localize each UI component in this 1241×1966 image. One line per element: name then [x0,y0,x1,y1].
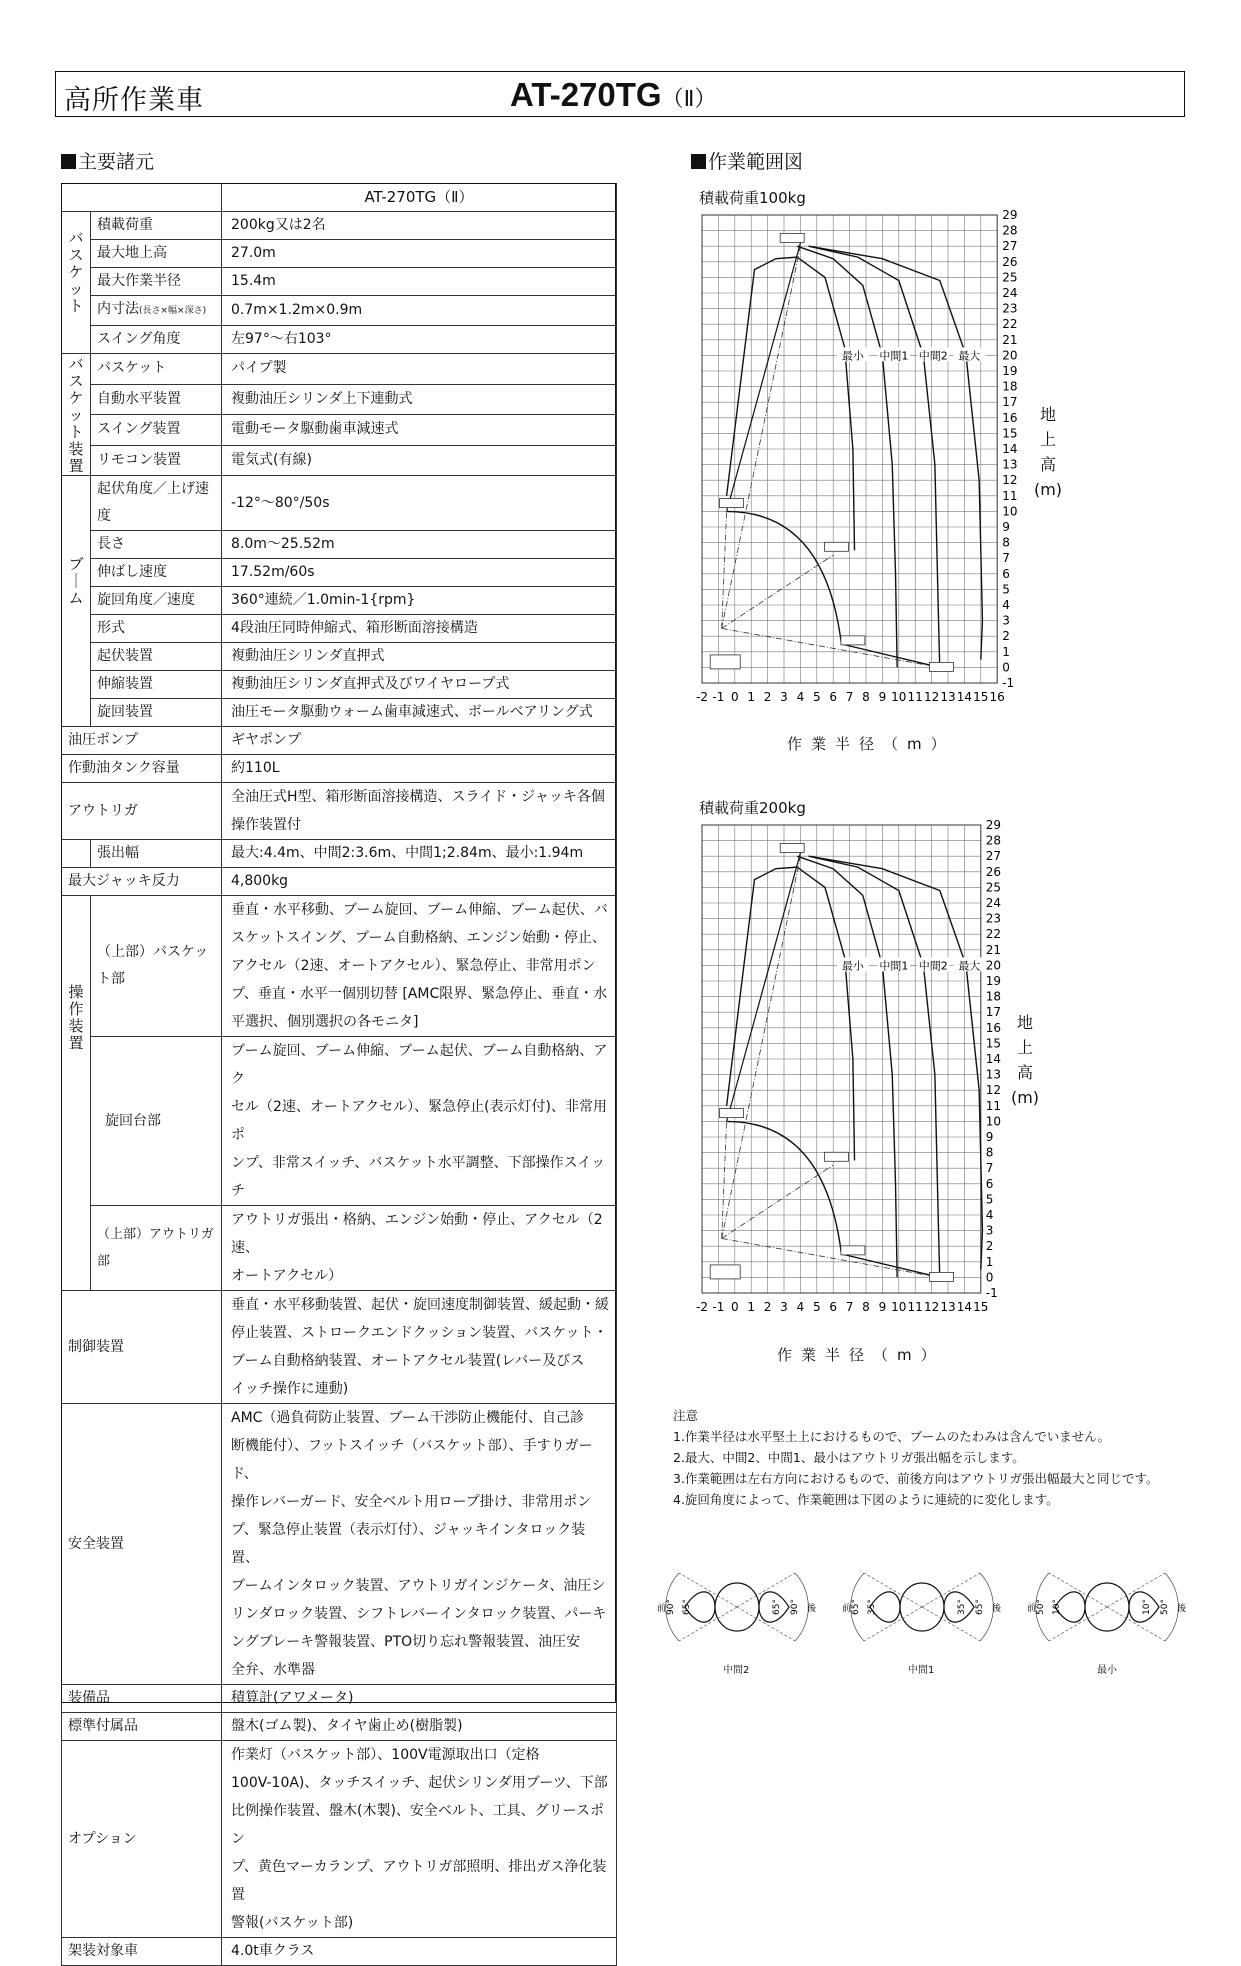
angle-line [737,1607,795,1641]
y-tick-label: 26 [985,864,1002,879]
angle-label: 35° [867,1599,877,1615]
note-item: 2.最大、中間2、中間1、最小はアウトリガ張出幅を示します。 [673,1450,1025,1465]
y-tick-label: 14 [985,1052,1002,1066]
spec-value: 複動油圧シリンダ直押式及びワイヤロープ式 [222,671,617,699]
spec-value: アウトリガ張出・格納、エンジン始動・停止、アクセル（2速、 オートアクセル） [222,1206,617,1291]
y-tick-label: 15 [1002,426,1018,441]
spec-label: 伸ばし速度 [91,559,222,587]
spec-label: 積載荷重 [91,212,222,240]
spec-label: 起伏角度／上げ速度 [91,476,222,531]
chart1-x-caption: 作業半径（m） [787,735,955,753]
angle-line [1107,1607,1165,1641]
y-tick-label: 7 [985,1161,994,1176]
y-tick-label: 4 [1002,598,1010,612]
spec-label: 標準付属品 [62,1713,222,1741]
y-tick-label: 13 [1002,457,1018,472]
x-tick-label: 5 [812,690,821,704]
y-tick-label: 25 [1002,270,1018,285]
x-tick-label: 7 [845,690,854,704]
x-tick-label: 16 [989,690,1005,704]
spec-value: 4段油圧同時伸縮式、箱形断面溶接構造 [222,615,617,643]
diagram-label-min: 最小 [1097,1665,1117,1676]
chart2-load-label: 積載荷重200kg [699,799,806,817]
y-tick-label: 29 [1002,208,1018,222]
group-control: 操 作 装 置 [62,896,91,1291]
basket-icon [841,636,865,645]
spec-value: 8.0m～25.52m [222,531,617,559]
basket-icon [929,1272,953,1281]
spec-label: スイング装置 [91,415,222,446]
spec-label: 油圧ポンプ [62,727,222,755]
y-tick-label: 18 [985,989,1002,1004]
angle-label: 65° [682,1599,692,1615]
spec-value: 積算計(アワメータ) [222,1685,617,1713]
x-tick-label: 15 [973,1300,989,1314]
spec-label: 旋回角度／速度 [91,587,222,615]
y-tick-label: 0 [985,1270,994,1285]
y-tick-label: 18 [1002,379,1018,394]
group-basket: バ ス ケ ッ ト [62,212,91,354]
spec-value: ブーム旋回、ブーム伸縮、ブーム起伏、ブーム自動格納、アク セル（2速、オートアクセル）、緊急停止(表示灯付)、非常用ポ ンプ、非常スイッチ、バスケット水平調整、下部操作スイッチ [222,1037,617,1206]
y-tick-label: 3 [985,1223,994,1238]
x-tick-label: 6 [829,690,838,704]
legend-label: 中間1 [879,349,909,363]
ground-line [841,644,939,667]
spec-value: 垂直・水平移動、ブーム旋回、ブーム伸縮、ブーム起伏、バ スケットスイング、ブーム自動格納、エンジン始動・停止、 アクセル（2速、オートアクセル）、緊急停止、非常用ポン プ、垂直・水平一個別切替 [AMC限界、緊急停止、垂直・水 平選択、個別選択の各モニタ] [222,896,617,1037]
angle-label: 90° [666,1599,676,1615]
spec-label: 最大ジャッキ反力 [62,868,222,896]
spec-label: 装備品 [62,1685,222,1713]
spec-label: 形式 [91,615,222,643]
legend-label: 最小 [841,349,864,363]
y-tick-label: 20 [985,958,1002,973]
spec-value: ギヤポンプ [222,727,617,755]
vehicle-icon [710,655,740,669]
range-envelope-line [727,867,855,1160]
y-tick-label: 14 [1002,442,1018,456]
spec-value: 電動モータ駆動歯車減速式 [222,415,617,446]
x-tick-label: 10 [891,690,907,704]
chart2-x-caption: 作業半径（m） [777,1346,945,1364]
basket-icon [929,662,953,671]
x-tick-label: 8 [862,1300,870,1314]
y-tick-label: 24 [985,896,1002,910]
x-tick-label: 11 [907,690,923,704]
basket-icon [780,843,804,852]
spec-value: 複動油圧シリンダ直押式 [222,643,617,671]
angle-line [1107,1573,1165,1607]
boom-dashdot-line [722,1165,834,1238]
ground-line [841,1254,939,1277]
spec-label: 作動油タンク容量 [62,755,222,783]
angle-label: 50° [1160,1599,1170,1615]
spec-value: 最大:4.4m、中間2:3.6m、中間1;2.84m、最小:1.94m [222,840,617,868]
y-tick-label: 16 [985,1020,1002,1035]
group-basket-device: バ ス ケ ッ ト 装 置 [62,354,91,476]
angle-label: 65° [851,1599,861,1615]
x-tick-label: -2 [696,690,708,704]
work-range-chart-100kg [690,205,1030,735]
x-tick-label: 0 [730,690,739,704]
x-tick-label: 1 [747,690,756,704]
y-tick-label: 9 [1002,520,1010,534]
spec-label: 架装対象車 [62,1938,222,1966]
group-boom: ブ ｜ ム [62,476,91,727]
rotation-diagram-min [1025,1563,1190,1658]
y-tick-label: 1 [985,1254,994,1269]
front-label: 前 [1027,1604,1037,1614]
x-tick-label: 4 [796,1300,805,1314]
legend-label: 中間2 [918,349,948,363]
y-tick-label: 5 [1002,582,1010,597]
y-tick-label: 4 [985,1208,994,1222]
y-tick-label: 10 [985,1114,1002,1129]
note-item: 1.作業半径は水平堅土上におけるもので、ブームのたわみは含んでいません。 [673,1429,1111,1444]
range-envelope-line [809,246,940,670]
y-tick-label: 20 [1002,348,1018,363]
y-tick-label: 0 [1002,660,1010,675]
back-label: 後 [992,1604,1002,1614]
spec-label: リモコン装置 [91,445,222,476]
y-tick-label: 3 [1002,613,1010,628]
note-item: 3.作業範囲は左右方向におけるもので、前後方向はアウトリガ張出幅最大と同じです。 [673,1471,1159,1486]
back-label: 後 [1177,1604,1187,1614]
back-label: 後 [807,1604,817,1614]
basket-icon [824,542,848,551]
spec-label: アウトリガ [62,783,222,840]
y-tick-label: 19 [985,974,1002,988]
y-tick-label: 10 [1002,504,1018,519]
spec-value: 200kg又は2名 [222,212,617,240]
diagram-label-mid1: 中間1 [908,1665,935,1676]
spec-label: 旋回台部 [91,1037,222,1206]
spec-label: 自動水平装置 [91,384,222,415]
spec-value: パイプ製 [222,354,617,385]
x-tick-label: 11 [907,1300,923,1314]
y-tick-label: 5 [985,1192,994,1207]
vehicle-icon [710,1265,740,1279]
angle-label: 90° [790,1599,800,1615]
range-envelope-line [727,257,855,550]
spec-label: 制御装置 [62,1291,222,1404]
boom-dashdot-line [722,1238,940,1277]
x-tick-label: 5 [812,1300,821,1314]
spec-value: 左97°～右103° [222,326,617,354]
y-tick-label: 2 [985,1239,994,1254]
chart2-y-caption: 地 上 高 (m) [1010,1013,1040,1107]
spec-label: オプション [62,1741,222,1938]
y-tick-label: 26 [1002,254,1018,269]
notes-title: 注意 [673,1408,699,1423]
angle-label: 10° [1142,1599,1152,1615]
angle-line [922,1573,980,1607]
y-tick-label: 13 [985,1067,1002,1082]
y-tick-label: 21 [985,942,1002,957]
x-tick-label: -1 [712,1300,725,1314]
x-tick-label: 14 [956,1300,973,1314]
legend-label: 最大 [958,349,981,363]
spec-value: 4,800kg [222,868,617,896]
x-tick-label: 15 [973,690,989,704]
spec-label: 張出幅 [91,840,222,868]
spec-value: 盤木(ゴム製)、タイヤ歯止め(樹脂製) [222,1713,617,1741]
x-tick-label: 2 [763,1300,772,1314]
y-tick-label: 29 [985,818,1002,832]
y-tick-label: 27 [985,849,1002,864]
y-tick-label: 25 [985,880,1002,895]
basket-icon [841,1246,865,1255]
y-tick-label: 12 [1002,473,1018,488]
x-tick-label: 9 [878,1300,887,1314]
legend-label: 最小 [841,959,864,973]
y-tick-label: 23 [985,911,1002,926]
spec-value: 27.0m [222,240,617,268]
x-tick-label: 10 [891,1300,907,1314]
y-tick-label: 19 [1002,364,1018,378]
angle-label: 35° [957,1599,967,1615]
y-tick-label: 22 [1002,317,1018,332]
angle-label: 10° [1052,1599,1062,1615]
y-tick-label: 9 [985,1130,994,1144]
basket-icon [720,499,744,508]
front-label: 前 [657,1604,667,1614]
y-tick-label: 17 [985,1005,1002,1020]
diagram-label-mid2: 中間2 [723,1665,750,1676]
spec-label: 最大作業半径 [91,268,222,296]
y-tick-label: 6 [985,1176,994,1191]
angle-label: 65° [975,1599,985,1615]
y-tick-label: 2 [1002,629,1010,644]
range-section-title: 作業範囲図 [691,147,803,174]
model-title: AT-270TG（Ⅱ） [510,76,717,113]
y-tick-label: 1 [1002,644,1010,659]
x-tick-label: 6 [829,1300,838,1314]
spec-value: 油圧モータ駆動ウォーム歯車減速式、ボールベアリング式 [222,699,617,727]
x-tick-label: 0 [730,1300,739,1314]
work-range-chart-200kg [690,815,1030,1345]
note-item: 4.旋回角度によって、作業範囲は下図のように連続的に変化します。 [673,1492,1059,1507]
spec-value: 垂直・水平移動装置、起伏・旋回速度制御装置、緩起動・緩 停止装置、ストロークエンドクッション装置、バスケット・ ブーム自動格納装置、オートアクセル装置(レバー及びス イッチ操作に連動) [222,1291,617,1404]
notes [673,1405,1159,1510]
y-tick-label: 12 [985,1083,1002,1098]
x-tick-label: 3 [780,1300,788,1314]
x-tick-label: -1 [712,690,725,704]
spec-value: 0.7m×1.2m×0.9m [222,296,617,326]
legend-label: 中間1 [879,959,909,973]
y-tick-label: -1 [985,1286,998,1300]
y-tick-label: 7 [1002,551,1010,566]
chart1-load-label: 積載荷重100kg [699,189,806,207]
angle-label: 50° [1036,1599,1046,1615]
spec-section-title: 主要諸元 [61,147,154,174]
front-label: 前 [842,1604,852,1614]
legend-label: 中間2 [918,959,948,973]
x-tick-label: 7 [845,1300,854,1314]
basket-icon [780,233,804,242]
angle-line [922,1607,980,1641]
spec-value: 複動油圧シリンダ上下連動式 [222,384,617,415]
spec-label: （上部）アウトリガ部 [91,1206,222,1291]
range-envelope-line [809,856,940,1280]
y-tick-label: 28 [985,833,1002,848]
x-tick-label: 4 [796,690,805,704]
spec-value: -12°～80°/50s [222,476,617,531]
y-tick-label: 15 [985,1036,1002,1051]
spec-value: 360°連続／1.0min-1{rpm} [222,587,617,615]
spec-value: 15.4m [222,268,617,296]
spec-label: スイング角度 [91,326,222,354]
spec-value: 電気式(有線) [222,445,617,476]
boom-line [727,243,801,511]
boom-dashdot-line [722,1121,727,1238]
y-tick-label: 27 [1002,239,1018,254]
spec-value: 4.0t車クラス [222,1938,617,1966]
spec-label: （上部）バスケット部 [91,896,222,1037]
x-tick-label: 13 [940,1300,956,1314]
rotation-diagram-mid1 [840,1563,1005,1658]
spec-label: 起伏装置 [91,643,222,671]
boom-dashdot-line [722,555,834,628]
spec-value: 作業灯（バスケット部）、100V電源取出口（定格 100V-10A)、タッチスイッチ、起伏シリンダ用ブーツ、下部 比例操作装置、盤木(木製)、安全ベルト、工具、グリースポン プ、黄色マーカランプ、アウトリガ部照明、排出ガス浄化装置 警報(バスケット部) [222,1741,617,1938]
y-tick-label: 17 [1002,395,1018,410]
x-tick-label: 8 [862,690,870,704]
category-title: 高所作業車 [64,85,204,116]
x-tick-label: -2 [696,1300,708,1314]
y-tick-label: 28 [1002,223,1018,238]
boom-line [727,853,801,1121]
y-tick-label: 23 [1002,301,1018,316]
spec-label: 長さ [91,531,222,559]
spec-label: 最大地上高 [91,240,222,268]
x-tick-label: 12 [923,1300,940,1314]
x-tick-label: 9 [878,690,887,704]
chart1-y-caption: 地 上 高 (m) [1033,405,1063,499]
y-tick-label: 22 [985,927,1002,942]
page-header [55,71,1185,117]
angle-line [737,1573,795,1607]
y-tick-label: 8 [985,1145,994,1160]
spec-table [61,183,617,1966]
x-tick-label: 3 [780,690,788,704]
spec-value: AMC（過負荷防止装置、ブーム干渉防止機能付、自己診 断機能付）、フットスイッチ（バスケット部）、手すりガード、 操作レバーガード、安全ベルト用ロープ掛け、非常用ポン プ、緊急停止装置（表示灯付）、ジャッキインタロック装置、 ブームインタロック装置、アウトリガインジケータ、油圧シ リンダロック装置、シフトレバーインタロック装置、パーキ ングブレーキ警報装置、PTO切り忘れ警報装置、油圧安 全弁、水準器 [222,1404,617,1685]
y-tick-label: 24 [1002,286,1018,300]
x-tick-label: 12 [923,690,940,704]
y-tick-label: 6 [1002,566,1010,581]
y-tick-label: 8 [1002,535,1010,550]
spec-label: 旋回装置 [91,699,222,727]
y-tick-label: -1 [1002,676,1015,690]
spec-label: 安全装置 [62,1404,222,1685]
spec-label: バスケット [91,354,222,385]
boom-dashdot-line [722,511,727,628]
basket-icon [824,1152,848,1161]
spec-label: 伸縮装置 [91,671,222,699]
rotation-diagram-mid2 [655,1563,820,1658]
y-tick-label: 16 [1002,410,1018,425]
basket-icon [720,1109,744,1118]
spec-label: 内寸法(長さ×幅×深さ) [91,296,222,326]
y-tick-label: 11 [985,1098,1002,1113]
spec-model-header: AT-270TG（Ⅱ） [222,184,617,212]
spec-value: 全油圧式H型、箱形断面溶接構造、スライド・ジャッキ各個 操作装置付 [222,783,617,840]
x-tick-label: 13 [940,690,956,704]
spec-value: 17.52m/60s [222,559,617,587]
x-tick-label: 14 [956,690,973,704]
angle-label: 65° [772,1599,782,1615]
y-tick-label: 11 [1002,488,1018,503]
x-tick-label: 1 [747,1300,756,1314]
legend-label: 最大 [958,959,981,973]
x-tick-label: 2 [763,690,772,704]
y-tick-label: 21 [1002,332,1018,347]
boom-dashdot-line [722,628,940,667]
spec-value: 約110L [222,755,617,783]
